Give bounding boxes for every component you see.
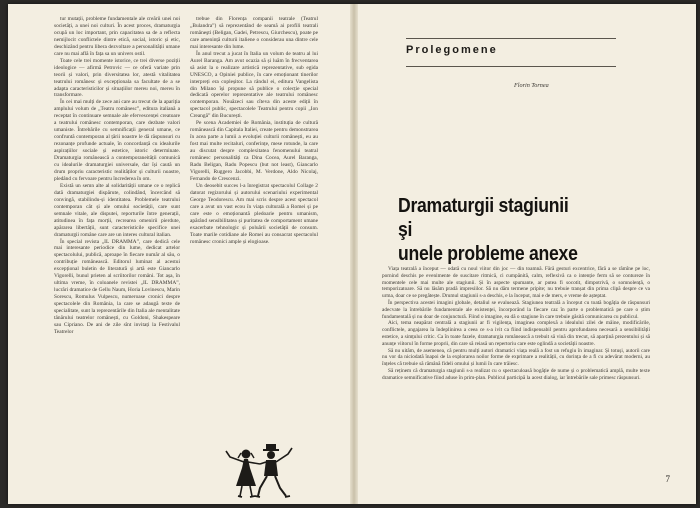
paragraph: Să nu uităm, de asemenea, că pentru mulți autori dramatici viața reală a fost un refugiu în imaginar. Și totuși, autorii care nu vor da niciodată înapoi de la explorarea noilor forme de exprimare a realității, cu dorința de a fi cu adevărat moderni, au înțeles că trebuie să rămână fideli omului și lumii în care trăiesc. [382,347,650,368]
woman-figure [226,450,260,498]
rubric-rule-bottom [406,66,616,67]
paragraph: tur mutații, probleme fundamentale ale creării unei noi societăți, a unei noi culturi. În acest proces, dramaturgia ocupă un loc important, prin capacitatea sa de a reflecta nemijlocit conflictele dintre etică, social, istoric și etic, deschizând pentru libera dezvoltare a personalității umane care nu mai află în fața sa un univers ostil. [54,16,180,57]
left-page [8,4,350,504]
paragraph: În special revista „IL DRAMMA”, care dedică cele mai interesante periodice din lume, dedicat artelor spectacolului, publică, aproape în fiecare număr al său, o contribuție românească. Editorul luminat al acestui excepțional buletin de literatură și artă este Giancarlo Vigorelli, bunul prieten al scriitorilor români. Tot așa, în ultima vreme, în coloanele revistei „IL DRAMMA”, lucrări dramatice de Gellu Naum, Horia Lovinescu, Marin Sorescu, Romulus Vulpescu, numeroase cronici despre spectacolele din România, la care se adaugă texte de specialitate, sunt la reprezentările din Italia ale mentalitate tânărului teatrelor românești, cu Goldoni, Shakespeare sau Cipriano. De ani de zile sînt invitați la Festivalul Teatrelor [54,238,180,335]
paragraph: În perspectiva acestei imagini globale, detaliul se evaluează. Stagiunea teatrală a început cu toată bogăția de răspunsuri adecvate la întrebările fundamentale ale existenței, încorporând la fiecare caz în parte o problematică pe care o știm fundamentală și nu doar de conjunctură. Fiind o imagine, ea dă o stagiune în care trebuie găsită comunicarea cu publicul. [382,299,650,320]
article-title [398,194,578,266]
title-line: Dramaturgii stagiunii [398,195,569,217]
paragraph: Există un semn alte al solidarității umane ce o replică dată dramaturgiei dispărute, colindând, încercând să convingă, stabilindu-și identitatea. Problemele teatrului contemporan cât și ale omului societății, care sunt semnale vitale, ale disputei, reporturile între generații, atitudinea în fața morții, recrearea omenirii pierdute, apărarea libertății, sunt caracteristicile specifice unei dramaturgii române care are un interes cultural italian. [54,182,180,238]
paragraph: Pe scena Academiei de România, instituția de cultură românească din Capitala Italiei, create pentru demonstrarea în acea parte a lumii a evoluției culturii românești, eu au fost mai multe recitaluri, conferințe, mese rotunde, la care au discutat despre complexitatea fenomenului teatral românesc personalități ca Dina Cocea, Aurel Baranga, Radu Beligan, Radu Popescu (but not least), Giancarlo Vigorelli, Ruggero Jacobbi, M. Verdone, Aldo Nicolaj, Fernando de Crescenzi. [190,120,318,182]
paragraph: Un deosebit succes l-a înregistrat spectacolul Collage 2 datorat regizorului și autorului scenariului experimental George Teodorescu. Am mai scris despre acest spectacol care a avut un vast ecou în viața culturală a Romei și pe care este o emoționantă pledoarie pentru umanism, apărând sensibilitatea și puritatea de comportament umane exacerbate tehnologic și poluării societății de consum. Toate marile cotidiane ale Romei au consacrat spectacolul românesc cronici ample și elogioase. [190,182,318,245]
book-gutter [350,4,358,504]
book-spread [8,4,696,504]
section-rubric: Prolegomene [406,44,498,56]
paragraph: Toate cele trei momente istorice, ce trei diverse poziții ideologice — afirmă Petrovic — ce oferă variate prin teorii și valori, prin diversitatea lor, atestă vitalitatea teatrului românesc și excepționala sa facultate de a se adapta caracteristicilor și situațiilor mereu noi, mereu în transformare. [54,57,180,99]
page-number: 7 [665,474,670,484]
article-body [382,266,650,490]
rubric-rule-top [406,38,616,39]
paragraph: În anul trecut a jucat în Italia un volum de teatru al lui Aurel Baranga. Am avut ocazia să și luăm în frecventarea să asist la o realizare artistică reprezentative, sub egida UNESCO, a Opiniei publice, în care emoționant tinerilor interpreți era copleșitor. La rândul ei, editura Vangelista din Milano își propune să publice o colecție special dedicată operelor reprezentative ale teatrului românesc contemporan. Nouăzeci sau cîteva din aceste ediții în spectacol public, spectacolele Teatrului pentru copii „Ion Creangă” din București. [190,50,318,120]
article-author: Florin Tornea [514,82,549,89]
title-line: şi [398,219,413,241]
dancing-couple-illustration [200,444,320,500]
paragraph: trebue din Florența companii teatrale (Teatrul „Bulandra”) să reprezentând de seamă ai profili teatrali româneşti (Beligan, Gadei, Petrescu, Giurchescu), poate pe care amenință culturii italiene o considerau una dintre cele mai interesante din lume. [190,16,318,50]
paragraph: În cei mai mulți de zece ani care au trecut de la apariția amplului volum de „Teatru românesc”, editura italiană a receptat în continuare semnale ale efervescenței creatoare a teatrului românesc contemporan, care dezbate valori umaniste. Întrebările cu semnificații general umane, ce confruntă contemporan al țării noastre le dă răspunsuri cu rezonanțe profunde actuale, în concordanță cu idealurile aspirațiilor sociale și estetice, istoric determinate. Dramaturgia românească a contemporaneității comunică cu idealurile dramaturgiei universale, dar își caută un drum propriu caracteristic realităților și culturii noastre, pledând cu fervoare pentru încrederea în om. [54,99,180,182]
illustration-caption: Dancing couple drawing [204,474,217,475]
right-page [358,4,696,504]
left-column-2 [190,16,318,280]
paragraph: Să reținem că dramaturgia stagiunii s-a realizat cu o spectaculoasă bogăție de nume și o problematică amplă, multe texte dramatice semnificative fiind aduse în prim-plan. Publicul participă la acest dialog, iar întrebările sale primesc răspunsuri. [382,367,650,381]
man-figure [255,444,292,497]
title-line: unele probleme anexe [398,243,578,265]
paragraph: Aici, tema neapărat centrală a stagiunii ar fi vigilența, imaginea complexă a idealului zilei de mâine, modificările, conflictele, angajarea la îndeplinirea a ceea ce s-a ivit ca fiind indispensabil pentru aprofundarea necesară a sensibilității estetice, a simțului critic. Ca în toate fazele, dramaturgia românească a trebuit să vină din trecut, să aparțină prezentului și să anunțe viitorul în forme proprii, din care să reiasă un repertoriu care este oglindă a societății noastre. [382,320,650,347]
paragraph: Viața teatrală a început — odată cu noul viitor din joc — din toamnă. Fără gesturi excentrice, fără a se rămîne pe loc, pornind deschis pe evenimente de suscitare ritmică, ci cumpănită, calm, reflexivă ca o intenție ferm să se contureze în momentele cele mai multe ale stagiunii. Și în aspecte spumante, ar putea fi socotit, dimpotrivă, o somnolență, o temporizatoare. Să nu lăsăm pradă impresiilor. Să nu dăm termene pripite; nu trebuie tranșat din prima clipă despre ce va urma, doar ce se pregătește. Drumul stagiunii s-a deschis, e la început, mai e de mers, e vreme de așteptat. [382,266,650,300]
left-column-1 [54,16,180,468]
